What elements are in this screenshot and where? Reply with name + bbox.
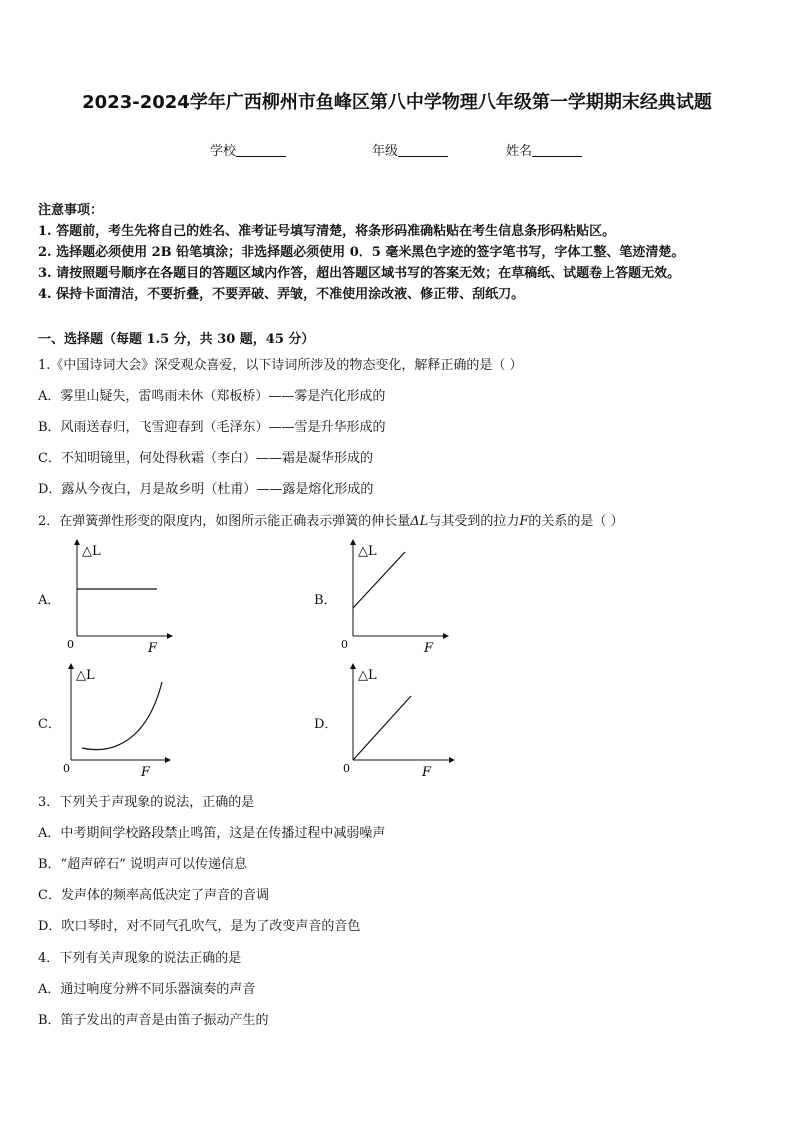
q2-graph-c xyxy=(54,660,174,784)
q2-option-a-label: A． xyxy=(38,593,61,608)
notice-item: 2. 选择题必须使用 2B 铅笔填涂；非选择题必须使用 0．5 毫米黑色字迹的签字笔书写，字体工整、笔迹清楚。 xyxy=(38,245,685,260)
notice-block xyxy=(38,200,768,305)
q3-option-b: B．“超声碎石” 说明声可以传递信息 xyxy=(38,857,247,872)
x-axis-label: F xyxy=(148,641,158,656)
origin-label: 0 xyxy=(63,762,70,775)
x-axis-label: F xyxy=(141,765,151,780)
q2-stem-mid: 与其受到的拉力 xyxy=(428,514,520,529)
y-axis-label: △L xyxy=(358,544,377,559)
notice-item: 4. 保持卡面清洁，不要折叠，不要弄破、弄皱，不准使用涂改液、修正带、刮纸刀。 xyxy=(38,287,525,302)
y-axis-label: △L xyxy=(82,544,101,559)
x-axis-label: F xyxy=(422,765,432,780)
q2-option-c-label: C． xyxy=(38,717,61,732)
notice-item: 1. 答题前，考生先将自己的姓名、准考证号填写清楚，将条形码准确粘贴在考生信息条形码粘贴区。 xyxy=(38,224,616,239)
q2-stem-before: 2．在弹簧弹性形变的限度内，如图所示能正确表示弹簧的伸长量 xyxy=(38,514,411,529)
curve-through-origin xyxy=(353,696,411,760)
q2-stem-f: F xyxy=(519,514,529,529)
school-label: 学校 xyxy=(210,144,237,159)
q2-graph-b xyxy=(336,536,446,660)
name-blank xyxy=(532,143,582,157)
q1-option-a: A．雾里山疑失，雷鸣雨未休（郑板桥）——雾是汽化形成的 xyxy=(38,389,386,404)
q3-option-c: C．发声体的频率高低决定了声音的音调 xyxy=(38,888,269,903)
q1-option-c: C．不知明镜里，何处得秋霜（李白）——霜是凝华形成的 xyxy=(38,451,373,466)
name-field xyxy=(506,140,582,159)
origin-label: 0 xyxy=(343,762,350,775)
curve-upward xyxy=(82,682,162,750)
q3-option-d: D．吹口琴时，对不同气孔吹气，是为了改变声音的音色 xyxy=(38,919,361,934)
q2-option-b-label: B． xyxy=(314,593,337,608)
q1-option-b: B．风雨送春归，飞雪迎春到（毛泽东）——雪是升华形成的 xyxy=(38,420,386,435)
y-axis-label: △L xyxy=(76,668,95,683)
q4-option-b: B．笛子发出的声音是由笛子振动产生的 xyxy=(38,1013,269,1028)
grade-blank xyxy=(398,143,448,157)
origin-label: 0 xyxy=(67,638,74,651)
grade-field xyxy=(372,140,448,159)
name-label: 姓名 xyxy=(506,144,533,159)
school-blank xyxy=(236,143,286,157)
q3-option-a: A．中考期间学校路段禁止鸣笛，这是在传播过程中减弱噪声 xyxy=(38,826,386,841)
q2-stem-after: 的关系的是（ ） xyxy=(528,514,624,529)
origin-label: 0 xyxy=(341,638,348,651)
notice-heading: 注意事项： xyxy=(38,203,104,218)
q1-option-d: D．露从今夜白，月是故乡明（杜甫）——露是熔化形成的 xyxy=(38,482,374,497)
school-field xyxy=(210,140,286,159)
q2-graph-d xyxy=(336,660,456,784)
y-axis-label: △L xyxy=(358,668,377,683)
q2-option-d-label: D． xyxy=(314,717,338,732)
q4-stem: 4．下列有关声现象的说法正确的是 xyxy=(38,951,242,966)
q4-option-a: A．通过响度分辨不同乐器演奏的声音 xyxy=(38,982,256,997)
notice-item: 3. 请按照题号顺序在各题目的答题区域内作答，超出答题区域书写的答案无效；在草稿纸、试题卷上答题无效。 xyxy=(38,266,681,281)
exam-title: 2023-2024学年广西柳州市鱼峰区第八中学物理八年级第一学期期末经典试题 xyxy=(82,92,712,113)
grade-label: 年级 xyxy=(372,144,399,159)
x-axis-label: F xyxy=(424,641,434,656)
q2-stem-dl: ΔL xyxy=(410,514,429,529)
q2-stem xyxy=(38,510,624,529)
curve-line-with-intercept xyxy=(353,552,405,608)
section-heading: 一、选择题（每题 1.5 分，共 30 题，45 分） xyxy=(38,332,315,347)
q2-graph-a xyxy=(60,536,170,660)
q1-stem: 1.《中国诗词大会》深受观众喜爱，以下诗词所涉及的物态变化，解释正确的是（ ） xyxy=(38,358,523,373)
q3-stem: 3．下列关于声现象的说法，正确的是 xyxy=(38,795,255,810)
